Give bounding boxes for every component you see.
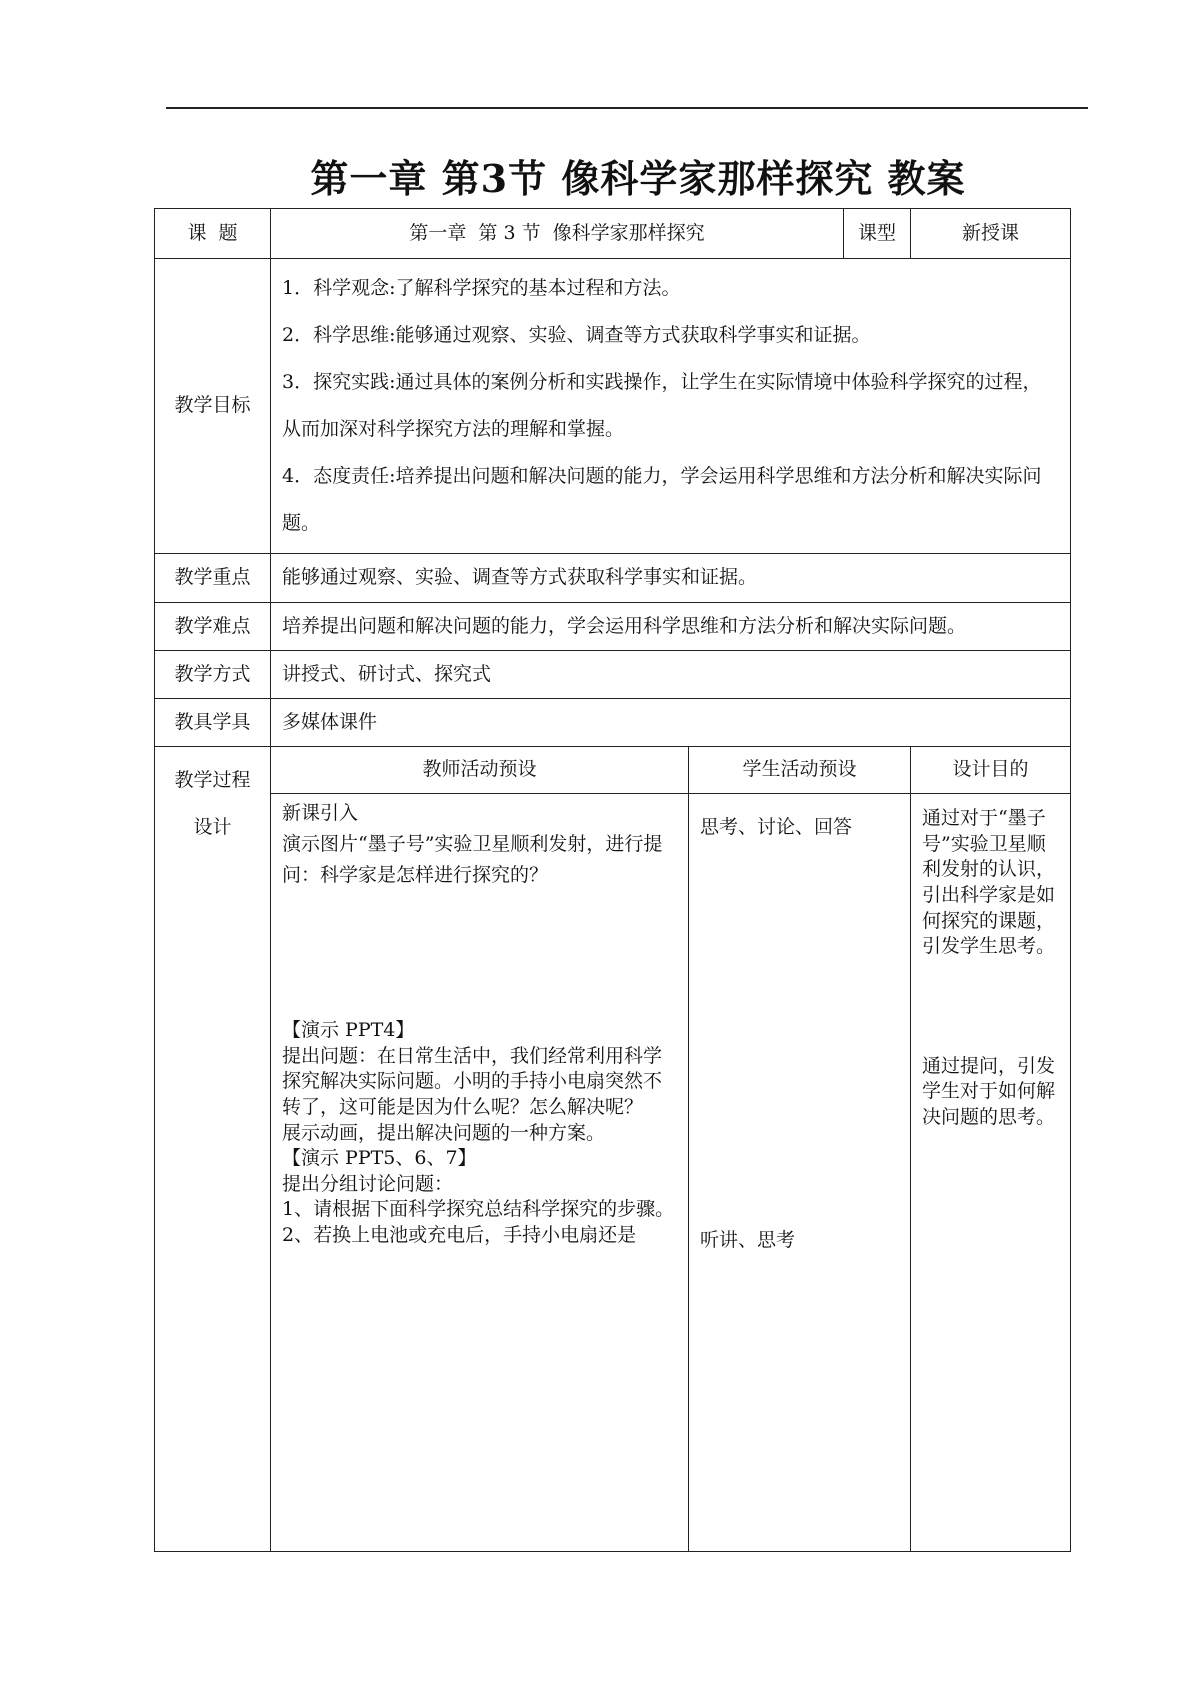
row-process-body — [155, 794, 1071, 1552]
tools-value: 多媒体课件 — [271, 699, 1071, 747]
label-lesson-type: 课型 — [844, 209, 911, 259]
teacher-activities — [271, 794, 689, 1552]
purpose-2: 通过提问，引发学生对于如何解决问题的思考。 — [922, 1054, 1056, 1129]
row-objectives — [155, 259, 1071, 554]
lesson-type-value: 新授课 — [911, 209, 1071, 259]
student-activities — [689, 794, 911, 1552]
label-topic: 课 题 — [155, 209, 271, 259]
student-activity-1: 思考、讨论、回答 — [700, 816, 853, 838]
key-points-value: 能够通过观察、实验、调查等方式获取科学事实和证据。 — [271, 554, 1071, 603]
label-process-line1: 教学过程 — [174, 769, 251, 791]
discussion-question-2: 2、若换上电池或充电后，手持小电扇还是 — [282, 1224, 637, 1247]
ppt567-marker: 【演示 PPT5、6、7】 — [282, 1147, 477, 1170]
label-key-points: 教学重点 — [155, 554, 271, 603]
label-tools: 教具学具 — [155, 699, 271, 747]
row-topic — [155, 209, 1071, 259]
discussion-question-1: 1、请根据下面科学探究总结科学探究的步骤。 — [282, 1198, 675, 1221]
row-tools — [155, 699, 1071, 747]
purpose-1: 通过对于“墨子号”实验卫星顺利发射的认识，引出科学家是如何探究的课题，引发学生思考。 — [922, 807, 1056, 958]
col-header-student: 学生活动预设 — [689, 747, 911, 794]
animation-text: 展示动画，提出解决问题的一种方案。 — [282, 1121, 606, 1144]
label-method: 教学方式 — [155, 651, 271, 699]
ppt4-marker: 【演示 PPT4】 — [282, 1019, 415, 1041]
label-objectives: 教学目标 — [155, 259, 271, 554]
objective-item: 3．探究实践:通过具体的案例分析和实践操作，让学生在实际情境中体验科学探究的过程，从而加深对科学探究方法的理解和掌握。 — [282, 371, 1042, 440]
intro-title: 新课引入 — [282, 802, 359, 824]
col-header-purpose: 设计目的 — [911, 747, 1071, 794]
col-header-teacher: 教师活动预设 — [271, 747, 689, 794]
label-process-line2: 设计 — [193, 816, 232, 838]
row-key-points — [155, 554, 1071, 603]
label-process — [155, 747, 271, 1552]
objectives-list — [271, 259, 1071, 554]
document-title: 第一章 第3节 像科学家那样探究 教案 — [310, 156, 966, 201]
intro-text: 演示图片“墨子号”实验卫星顺利发射，进行提问：科学家是怎样进行探究的？ — [282, 833, 663, 886]
difficulty-value: 培养提出问题和解决问题的能力，学会运用科学思维和方法分析和解决实际问题。 — [271, 603, 1071, 651]
objective-item: 4．态度责任:培养提出问题和解决问题的能力，学会运用科学思维和方法分析和解决实际问题。 — [282, 465, 1042, 534]
lesson-plan-table — [154, 208, 1071, 1552]
row-process-header — [155, 747, 1071, 794]
question-text: 提出问题：在日常生活中，我们经常利用科学探究解决实际问题。小明的手持小电扇突然不转了，这可能是因为什么呢？怎么解决呢？ — [282, 1044, 663, 1118]
objective-item: 1．科学观念:了解科学探究的基本过程和方法。 — [282, 277, 681, 299]
student-activity-2: 听讲、思考 — [700, 1229, 796, 1251]
row-method — [155, 651, 1071, 699]
group-discussion-title: 提出分组讨论问题： — [282, 1172, 454, 1195]
row-difficulty — [155, 603, 1071, 651]
design-purpose — [911, 794, 1071, 1552]
header-rule — [166, 107, 1088, 109]
objective-item: 2．科学思维:能够通过观察、实验、调查等方式获取科学事实和证据。 — [282, 324, 871, 346]
method-value: 讲授式、研讨式、探究式 — [271, 651, 1071, 699]
topic-value: 第一章 第 3 节 像科学家那样探究 — [271, 209, 844, 259]
label-difficulty: 教学难点 — [155, 603, 271, 651]
